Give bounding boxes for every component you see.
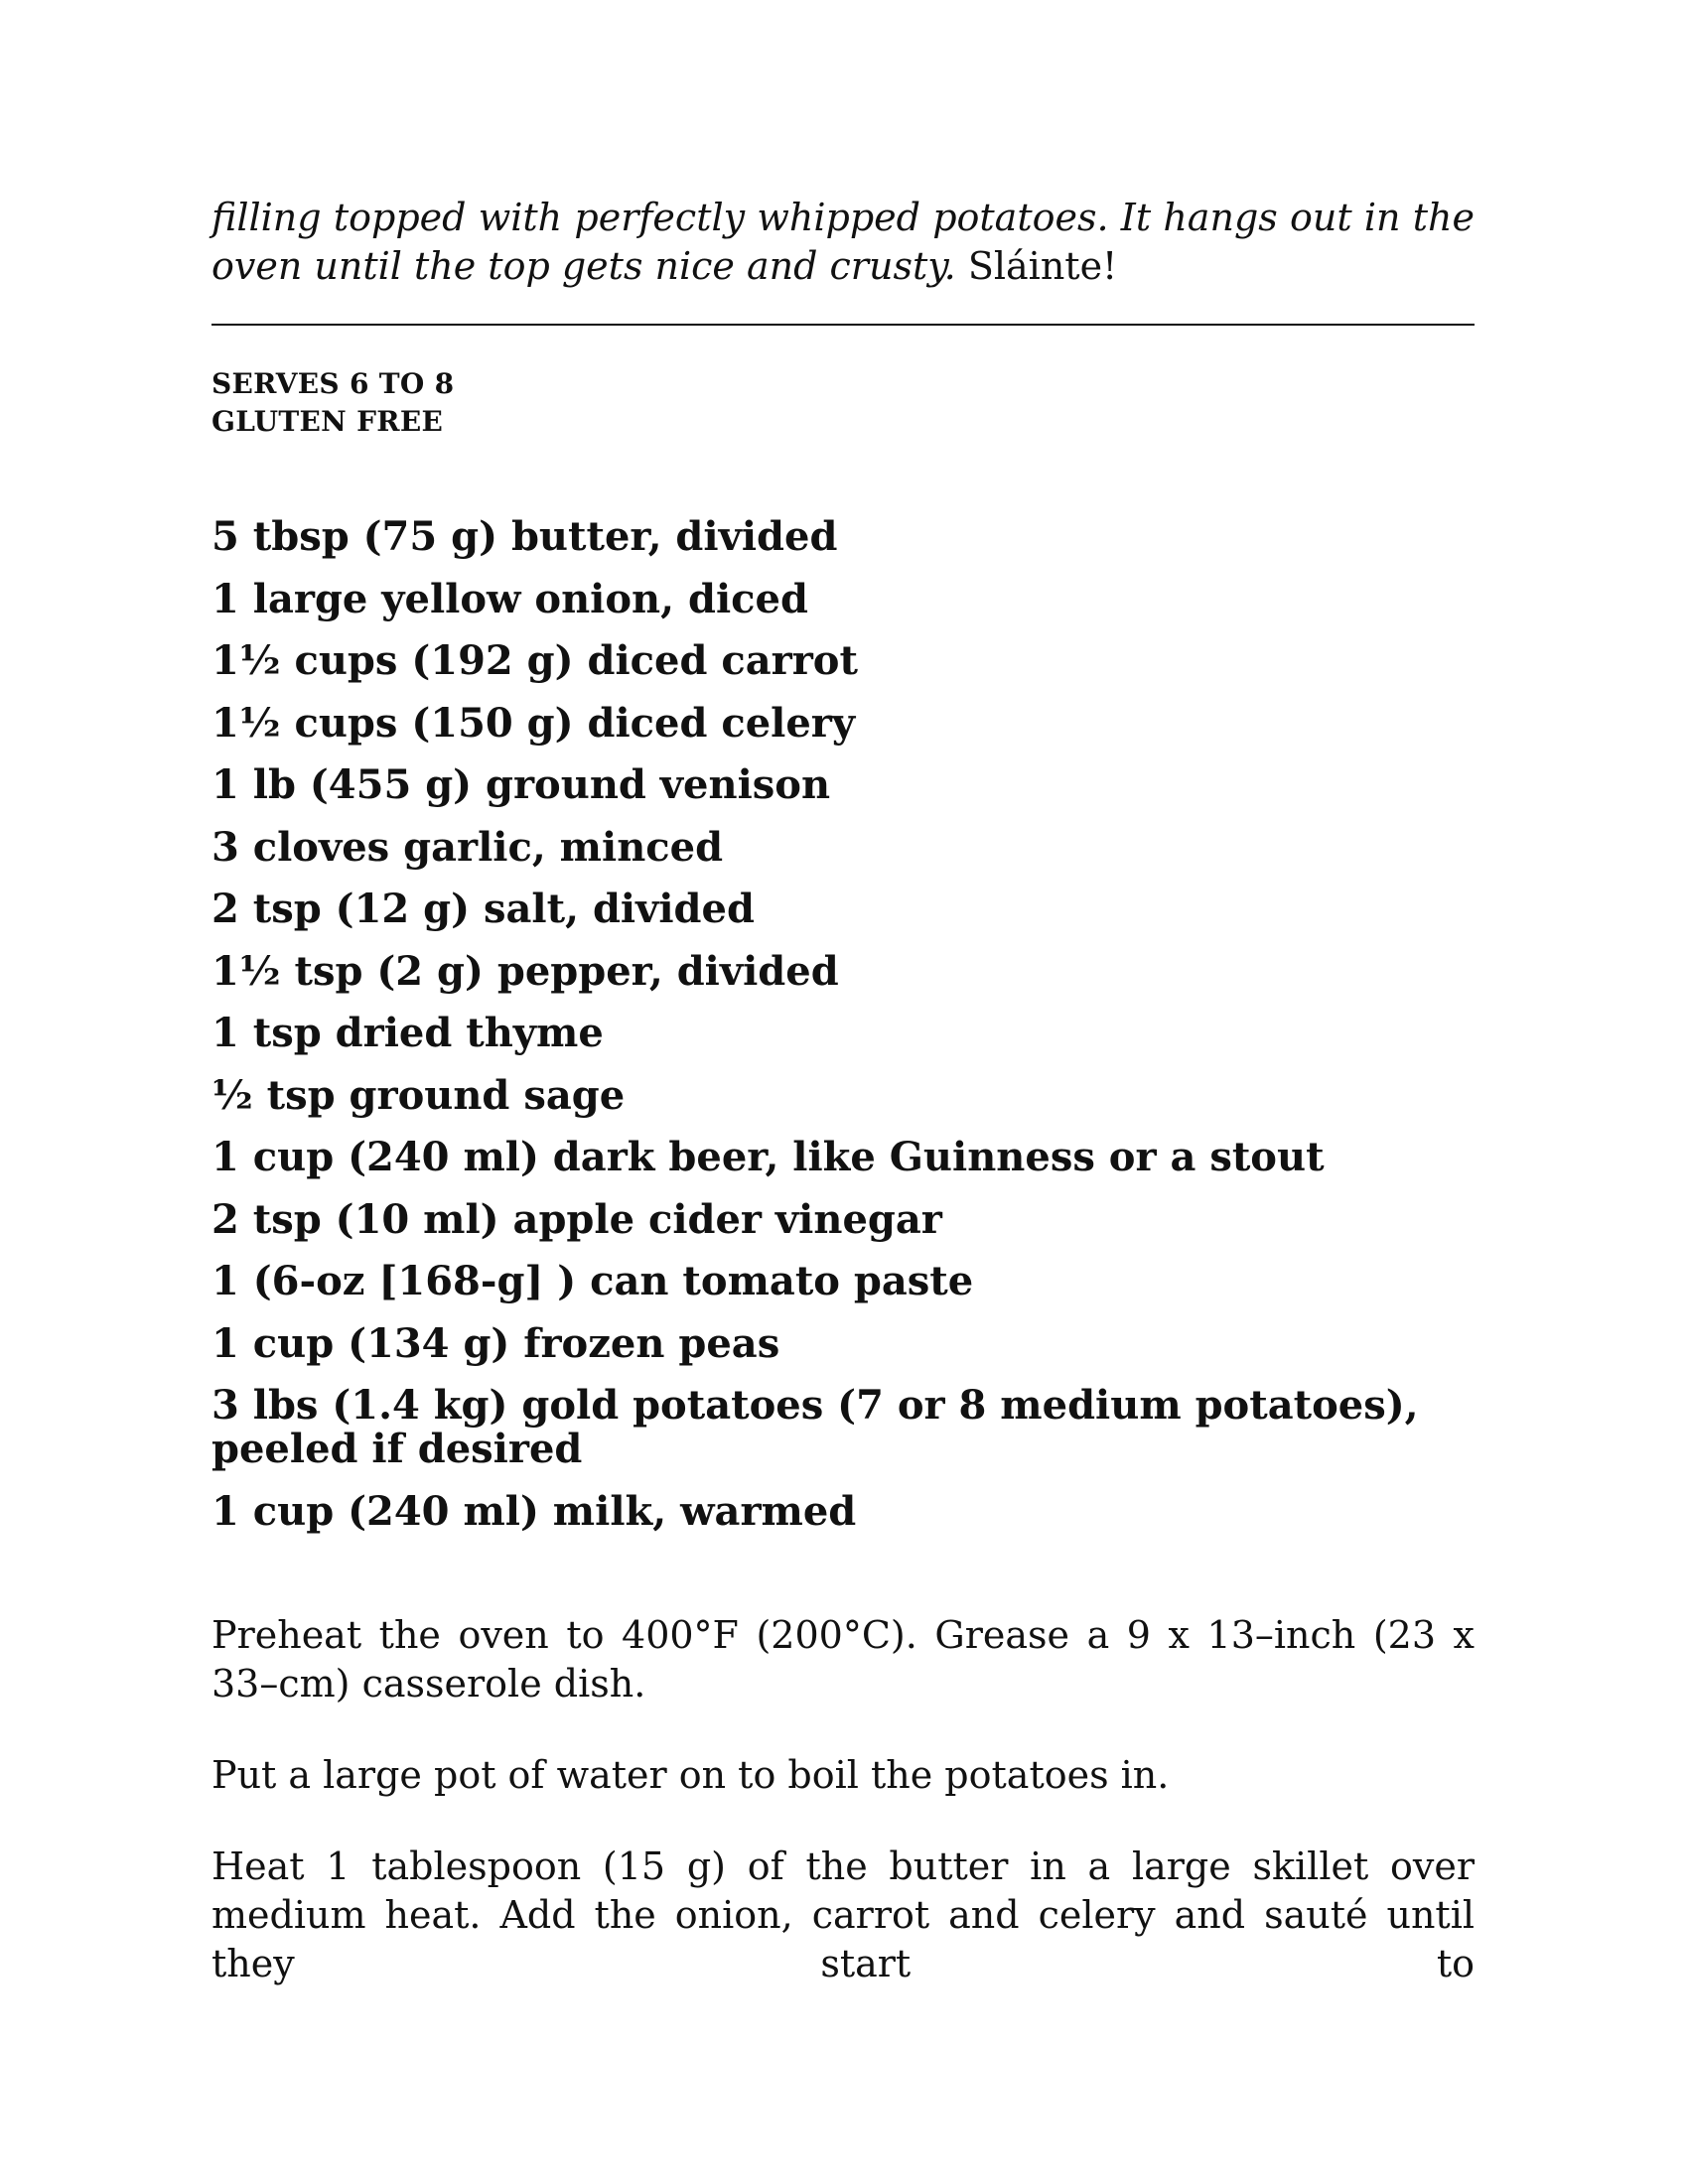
- ingredient-item: 1 cup (134 g) frozen peas: [211, 1319, 780, 1367]
- section-divider: [211, 324, 1475, 326]
- intro-closing: Sláinte!: [967, 244, 1118, 288]
- ingredient-item: 1 large yellow onion, diced: [211, 575, 808, 622]
- ingredient-item: ½ tsp ground sage: [211, 1071, 626, 1119]
- ingredient-item: 1 lb (455 g) ground venison: [211, 761, 831, 808]
- direction-step: Heat 1 tablespoon (15 g) of the butter in a large skillet over medium heat. Add the onion, carrot and celery and sauté until they start to: [211, 1843, 1475, 1985]
- ingredient-list: [211, 515, 1475, 1534]
- ingredient-item: 1 cup (240 ml) dark beer, like Guinness or a stout: [211, 1134, 1325, 1180]
- servings-label: SERVES 6 TO 8: [211, 367, 455, 400]
- ingredient-item: 5 tbsp (75 g) butter, divided: [211, 513, 838, 560]
- ingredient-item: 3 lbs (1.4 kg) gold potatoes (7 or 8 medium potatoes), peeled if desired: [211, 1382, 1419, 1472]
- direction-step: Preheat the oven to 400°F (200°C). Grease a 9 x 13–inch (23 x 33–cm) casserole dish.: [211, 1612, 1475, 1706]
- directions: [211, 1611, 1475, 1988]
- ingredient-item: 1½ cups (150 g) diced celery: [211, 699, 856, 747]
- recipe-page: [211, 194, 1475, 2031]
- ingredient-item: 1½ tsp (2 g) pepper, divided: [211, 947, 839, 995]
- ingredient-item: 2 tsp (12 g) salt, divided: [211, 886, 755, 932]
- recipe-meta: [211, 365, 1475, 441]
- ingredient-item: 1½ cups (192 g) diced carrot: [211, 637, 858, 684]
- intro-italic-text: filling topped with perfectly whipped potatoes. It hangs out in the oven until the top gets nice and crusty.: [211, 196, 1475, 288]
- dietary-label: GLUTEN FREE: [211, 405, 444, 438]
- ingredient-item: 2 tsp (10 ml) apple cider vinegar: [211, 1195, 942, 1243]
- ingredient-item: 1 tsp dried thyme: [211, 1010, 604, 1056]
- ingredient-item: 1 (6-oz [168-g] ) can tomato paste: [211, 1258, 974, 1304]
- direction-step: Put a large pot of water on to boil the potatoes in.: [211, 1752, 1170, 1797]
- ingredient-item: 3 cloves garlic, minced: [211, 823, 724, 871]
- recipe-intro: [211, 194, 1475, 291]
- ingredient-item: 1 cup (240 ml) milk, warmed: [211, 1487, 857, 1535]
